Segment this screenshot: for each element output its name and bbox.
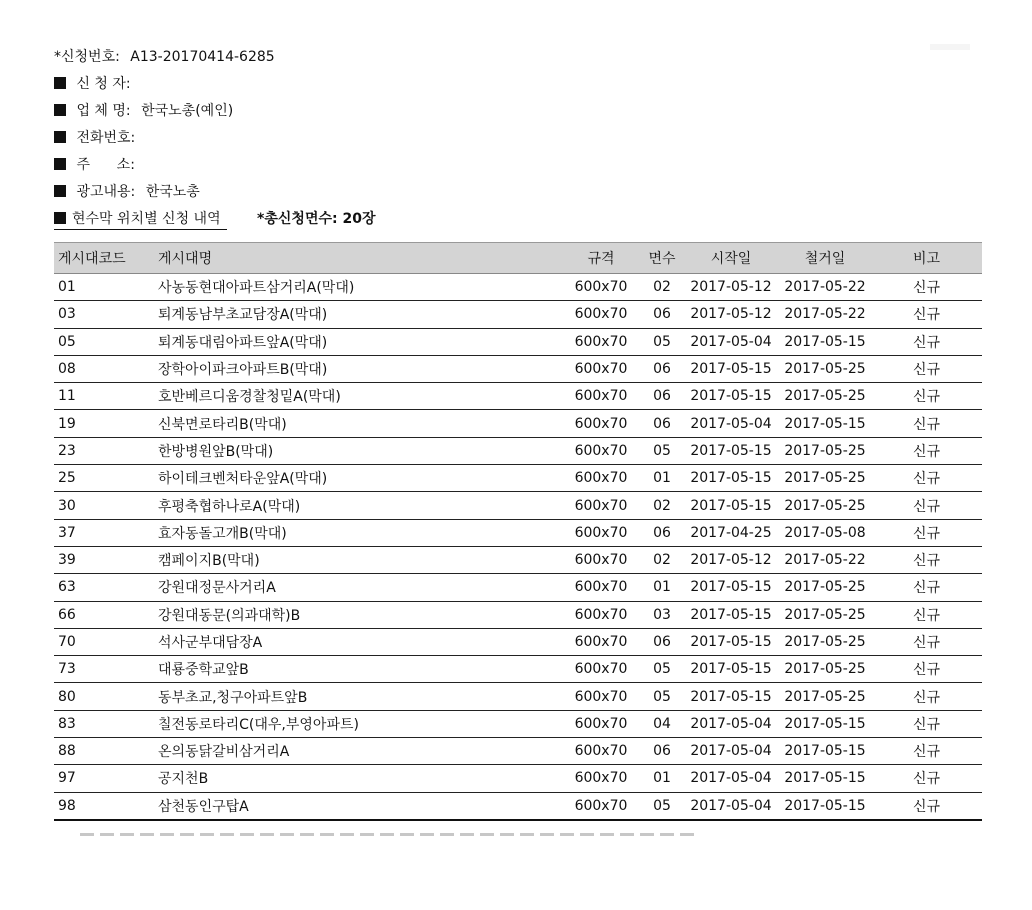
phone-line [54, 125, 954, 152]
bullet-square-icon [54, 77, 66, 89]
table-row [54, 383, 982, 410]
cell-end-date: 2017-05-25 [779, 355, 871, 382]
cell-name: 캠페이지B(막대) [150, 546, 561, 573]
cell-start-date: 2017-05-04 [683, 738, 779, 765]
banner-location-table [54, 242, 982, 821]
cell-end-date: 2017-05-25 [779, 492, 871, 519]
cell-code: 11 [54, 383, 150, 410]
ad-content-line [54, 179, 954, 206]
application-number-label: *신청번호: [54, 49, 120, 65]
table-row [54, 274, 982, 301]
table-row [54, 328, 982, 355]
cell-start-date: 2017-05-04 [683, 410, 779, 437]
cell-spec: 600x70 [561, 492, 641, 519]
cell-note: 신규 [871, 601, 982, 628]
cell-code: 37 [54, 519, 150, 546]
cell-note: 신규 [871, 628, 982, 655]
cell-code: 88 [54, 738, 150, 765]
application-info [54, 44, 954, 233]
cell-count: 06 [641, 738, 683, 765]
cell-count: 06 [641, 301, 683, 328]
cell-spec: 600x70 [561, 355, 641, 382]
table-row [54, 601, 982, 628]
table-row [54, 656, 982, 683]
cell-end-date: 2017-05-25 [779, 683, 871, 710]
cell-note: 신규 [871, 355, 982, 382]
cell-count: 06 [641, 355, 683, 382]
cell-start-date: 2017-05-12 [683, 546, 779, 573]
cell-start-date: 2017-05-15 [683, 683, 779, 710]
cell-count: 06 [641, 519, 683, 546]
cell-end-date: 2017-05-15 [779, 410, 871, 437]
cell-name: 한방병원앞B(막대) [150, 437, 561, 464]
company-value: 한국노총(예인) [141, 103, 234, 119]
cell-note: 신규 [871, 656, 982, 683]
cell-end-date: 2017-05-25 [779, 574, 871, 601]
section-title [54, 209, 227, 230]
cut-off-text-line [80, 833, 700, 836]
bullet-square-icon [54, 104, 66, 116]
cell-note: 신규 [871, 765, 982, 792]
cell-name: 후평축협하나로A(막대) [150, 492, 561, 519]
cell-code: 80 [54, 683, 150, 710]
table-row [54, 738, 982, 765]
cell-spec: 600x70 [561, 656, 641, 683]
cell-count: 06 [641, 410, 683, 437]
table-header-row [54, 243, 982, 274]
cell-spec: 600x70 [561, 274, 641, 301]
table-row [54, 792, 982, 820]
cell-end-date: 2017-05-25 [779, 465, 871, 492]
cell-start-date: 2017-05-15 [683, 383, 779, 410]
cell-end-date: 2017-05-22 [779, 274, 871, 301]
cell-spec: 600x70 [561, 519, 641, 546]
cell-note: 신규 [871, 465, 982, 492]
cell-note: 신규 [871, 792, 982, 820]
cell-spec: 600x70 [561, 710, 641, 737]
cell-count: 05 [641, 328, 683, 355]
cell-code: 08 [54, 355, 150, 382]
applicant-line [54, 71, 954, 98]
cell-name: 온의동닭갈비삼거리A [150, 738, 561, 765]
cell-name: 삼천동인구탑A [150, 792, 561, 820]
bullet-square-icon [54, 131, 66, 143]
cell-name: 효자동돌고개B(막대) [150, 519, 561, 546]
cell-name: 신북면로타리B(막대) [150, 410, 561, 437]
cell-count: 05 [641, 437, 683, 464]
cell-end-date: 2017-05-22 [779, 301, 871, 328]
table-row [54, 410, 982, 437]
application-number-value: A13-20170414-6285 [130, 49, 275, 65]
cell-count: 05 [641, 683, 683, 710]
cell-end-date: 2017-05-15 [779, 738, 871, 765]
table-row [54, 574, 982, 601]
cell-note: 신규 [871, 301, 982, 328]
cell-note: 신규 [871, 546, 982, 573]
cell-start-date: 2017-05-15 [683, 465, 779, 492]
cell-count: 04 [641, 710, 683, 737]
cell-note: 신규 [871, 410, 982, 437]
cell-code: 70 [54, 628, 150, 655]
cell-end-date: 2017-05-15 [779, 792, 871, 820]
cell-spec: 600x70 [561, 792, 641, 820]
cell-code: 66 [54, 601, 150, 628]
cell-end-date: 2017-05-25 [779, 601, 871, 628]
cell-code: 97 [54, 765, 150, 792]
ad-content-label: 광고내용: [76, 184, 136, 200]
cell-code: 63 [54, 574, 150, 601]
cell-start-date: 2017-04-25 [683, 519, 779, 546]
cell-note: 신규 [871, 683, 982, 710]
cell-name: 칠전동로타리C(대우,부영아파트) [150, 710, 561, 737]
cell-code: 01 [54, 274, 150, 301]
applicant-label: 신 청 자: [76, 76, 131, 92]
cell-end-date: 2017-05-25 [779, 628, 871, 655]
cell-start-date: 2017-05-04 [683, 792, 779, 820]
cell-start-date: 2017-05-04 [683, 328, 779, 355]
cell-name: 하이테크벤처타운앞A(막대) [150, 465, 561, 492]
cell-code: 05 [54, 328, 150, 355]
cell-code: 83 [54, 710, 150, 737]
cell-start-date: 2017-05-12 [683, 274, 779, 301]
cell-start-date: 2017-05-12 [683, 301, 779, 328]
cell-name: 강원대동문(의과대학)B [150, 601, 561, 628]
cell-spec: 600x70 [561, 574, 641, 601]
cell-note: 신규 [871, 492, 982, 519]
column-header-note: 비고 [871, 243, 982, 274]
cell-end-date: 2017-05-25 [779, 656, 871, 683]
total-count-label: *총신청면수: [257, 211, 338, 227]
ad-content-value: 한국노총 [145, 184, 200, 200]
cell-code: 23 [54, 437, 150, 464]
total-count [257, 206, 375, 233]
cell-start-date: 2017-05-04 [683, 765, 779, 792]
cell-start-date: 2017-05-15 [683, 437, 779, 464]
cell-count: 02 [641, 492, 683, 519]
cell-start-date: 2017-05-15 [683, 656, 779, 683]
application-number-line [54, 44, 954, 71]
cell-start-date: 2017-05-15 [683, 492, 779, 519]
cell-spec: 600x70 [561, 301, 641, 328]
table-row [54, 628, 982, 655]
cell-start-date: 2017-05-15 [683, 574, 779, 601]
cell-name: 호반베르디움경찰청밑A(막대) [150, 383, 561, 410]
cell-name: 사농동현대아파트삼거리A(막대) [150, 274, 561, 301]
cell-count: 03 [641, 601, 683, 628]
cell-end-date: 2017-05-15 [779, 328, 871, 355]
column-header-count: 면수 [641, 243, 683, 274]
company-label: 업 체 명: [76, 103, 131, 119]
cell-start-date: 2017-05-15 [683, 601, 779, 628]
table-row [54, 465, 982, 492]
column-header-start-date: 시작일 [683, 243, 779, 274]
cell-spec: 600x70 [561, 328, 641, 355]
cell-end-date: 2017-05-22 [779, 546, 871, 573]
cell-count: 05 [641, 656, 683, 683]
cell-spec: 600x70 [561, 683, 641, 710]
cell-code: 25 [54, 465, 150, 492]
total-count-value: 20장 [342, 211, 376, 227]
cell-spec: 600x70 [561, 765, 641, 792]
section-header-line [54, 206, 954, 233]
cell-spec: 600x70 [561, 546, 641, 573]
address-label: 주 소: [76, 157, 135, 173]
cell-spec: 600x70 [561, 738, 641, 765]
column-header-code: 게시대코드 [54, 243, 150, 274]
cell-start-date: 2017-05-15 [683, 355, 779, 382]
cell-count: 01 [641, 574, 683, 601]
table-row [54, 437, 982, 464]
cell-note: 신규 [871, 574, 982, 601]
cell-code: 73 [54, 656, 150, 683]
cell-note: 신규 [871, 328, 982, 355]
cell-name: 석사군부대담장A [150, 628, 561, 655]
cell-note: 신규 [871, 738, 982, 765]
table-row [54, 355, 982, 382]
cell-end-date: 2017-05-08 [779, 519, 871, 546]
company-line [54, 98, 954, 125]
cell-end-date: 2017-05-15 [779, 765, 871, 792]
cell-start-date: 2017-05-15 [683, 628, 779, 655]
cell-code: 19 [54, 410, 150, 437]
cell-end-date: 2017-05-25 [779, 437, 871, 464]
section-title-text: 현수막 위치별 신청 내역 [72, 211, 221, 227]
cell-spec: 600x70 [561, 628, 641, 655]
table-row [54, 710, 982, 737]
cell-note: 신규 [871, 519, 982, 546]
table-row [54, 765, 982, 792]
table-row [54, 683, 982, 710]
cell-end-date: 2017-05-25 [779, 383, 871, 410]
cell-end-date: 2017-05-15 [779, 710, 871, 737]
table-row [54, 492, 982, 519]
cell-count: 06 [641, 383, 683, 410]
cell-name: 퇴계동대림아파트앞A(막대) [150, 328, 561, 355]
table-row [54, 546, 982, 573]
cell-code: 30 [54, 492, 150, 519]
cell-code: 03 [54, 301, 150, 328]
cell-code: 98 [54, 792, 150, 820]
cell-spec: 600x70 [561, 465, 641, 492]
cell-name: 동부초교,청구아파트앞B [150, 683, 561, 710]
cell-spec: 600x70 [561, 601, 641, 628]
address-line [54, 152, 954, 179]
column-header-end-date: 철거일 [779, 243, 871, 274]
cell-spec: 600x70 [561, 437, 641, 464]
cell-spec: 600x70 [561, 410, 641, 437]
cell-spec: 600x70 [561, 383, 641, 410]
cell-name: 공지천B [150, 765, 561, 792]
cell-note: 신규 [871, 383, 982, 410]
cell-note: 신규 [871, 274, 982, 301]
cell-note: 신규 [871, 710, 982, 737]
cell-note: 신규 [871, 437, 982, 464]
cell-count: 02 [641, 274, 683, 301]
cell-count: 02 [641, 546, 683, 573]
cell-code: 39 [54, 546, 150, 573]
cell-start-date: 2017-05-04 [683, 710, 779, 737]
bullet-square-icon [54, 185, 66, 197]
column-header-name: 게시대명 [150, 243, 561, 274]
table-row [54, 301, 982, 328]
table-body [54, 274, 982, 820]
cell-count: 01 [641, 465, 683, 492]
cell-count: 06 [641, 628, 683, 655]
cell-count: 01 [641, 765, 683, 792]
cell-name: 장학아이파크아파트B(막대) [150, 355, 561, 382]
table-row [54, 519, 982, 546]
bullet-square-icon [54, 212, 66, 224]
bullet-square-icon [54, 158, 66, 170]
cell-name: 퇴계동남부초교담장A(막대) [150, 301, 561, 328]
column-header-spec: 규격 [561, 243, 641, 274]
cell-name: 대룡중학교앞B [150, 656, 561, 683]
cell-name: 강원대정문사거리A [150, 574, 561, 601]
cell-count: 05 [641, 792, 683, 820]
phone-label: 전화번호: [76, 130, 136, 146]
